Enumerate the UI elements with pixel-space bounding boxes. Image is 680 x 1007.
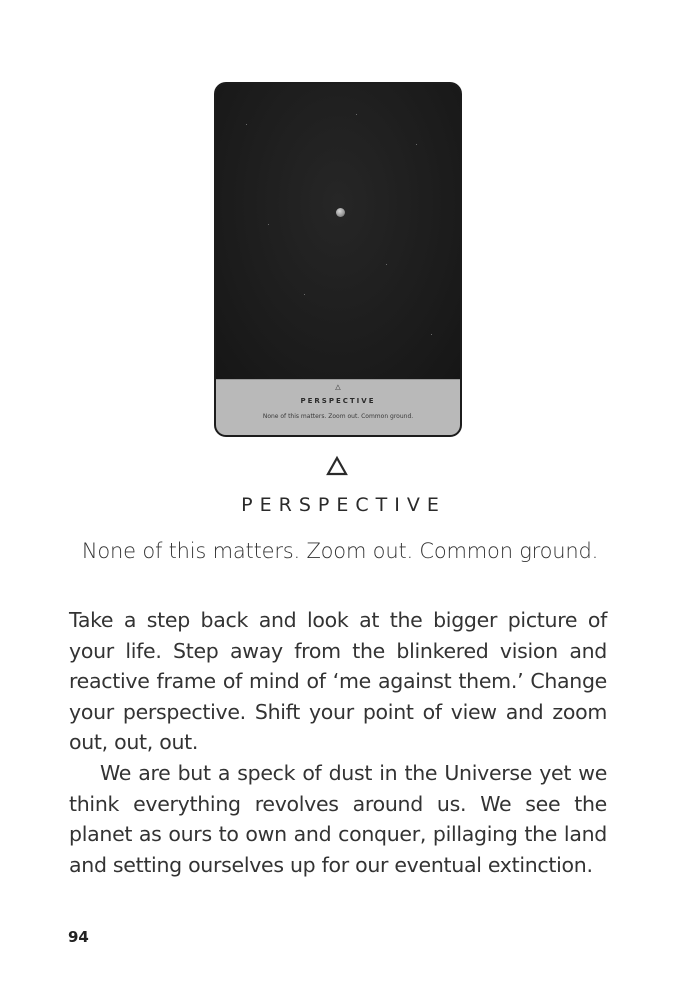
body-paragraph: We are but a speck of dust in the Universe yet we think everything revolves around us. We see the planet as ours to own and conquer, pillaging the land and setting ourselves up for our eventual extinction. — [69, 760, 607, 877]
card-space-artwork — [216, 84, 460, 382]
body-paragraph: Take a step back and look at the bigger picture of your life. Step away from the blinkered vision and reactive frame of mind of ‘me against them.’ Change your perspective. Shift your point of view and zoom out, out, out. — [69, 608, 607, 755]
triangle-icon — [326, 455, 348, 477]
page-tagline: None of this matters. Zoom out. Common ground. — [81, 539, 599, 563]
planet-icon — [336, 208, 345, 217]
page-title: PERSPECTIVE — [241, 494, 446, 516]
body-text — [69, 605, 607, 880]
card-image — [214, 82, 462, 437]
card-tagline: None of this matters. Zoom out. Common ground. — [262, 413, 414, 420]
card-triangle-icon: △ — [335, 383, 341, 391]
card-title: PERSPECTIVE — [300, 397, 376, 405]
card-footer — [216, 379, 460, 435]
page-number: 94 — [68, 928, 89, 946]
